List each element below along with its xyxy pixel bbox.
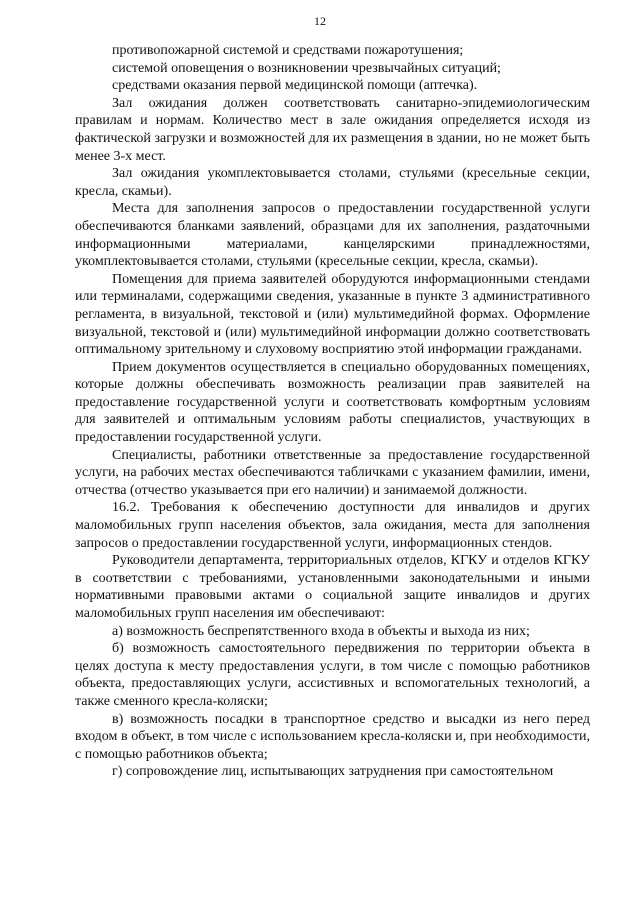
list-item-a: а) возможность беспрепятственного входа в объекты и выхода из них;: [112, 623, 530, 639]
page-number: 12: [314, 14, 326, 28]
paragraph: противопожарной системой и средствами пожаротушения;: [112, 43, 464, 58]
document-body: [75, 42, 590, 781]
paragraph: Специалисты, работники ответственные за предоставление государственной услуги, на рабочих местах обеспечиваются табличками с указанием фамилии, имени, отчества (отчество указывается при его наличии) и занимаемой должности.: [75, 447, 590, 498]
list-item-v: в) возможность посадки в транспортное средство и высадки из него перед входом в объект, в том числе с использованием кресла-коляски и, при необходимости, с помощью работников объекта;: [75, 711, 590, 762]
paragraph: Места для заполнения запросов о предоставлении государственной услуги обеспечиваются бланками заявлений, образцами для их заполнения, раздаточными информационными материалами, канцелярскими принадлежностями, укомплектовывается столами, стульями (кресельные секции, кресла, скамьи).: [75, 201, 590, 270]
paragraph: Помещения для приема заявителей оборудуются информационными стендами или терминалами, содержащими сведения, указанные в пункте 3 административного регламента, в визуальной, текстовой и (или) мультимедийной формах. Оформление визуальной, текстовой и (или) мультимедийной информации должно соответствовать оптимальному зрительному и слуховому восприятию этой информации гражданами.: [75, 271, 590, 358]
paragraph: Руководители департамента, территориальных отделов, КГКУ и отделов КГКУ в соответствии с требованиями, установленными законодательными и иными нормативными правовыми актами о социальной защите инвалидов и других маломобильных групп населения им обеспечивают:: [75, 553, 590, 621]
paragraph: Прием документов осуществляется в специально оборудованных помещениях, которые должны обеспечивать возможность реализации прав заявителей на предоставление государственной услуги и соответствовать комфортным условиям для заявителей и оптимальным условиям работы специалистов, участвующих в предоставлении государственной услуги.: [75, 359, 590, 446]
list-item-b: б) возможность самостоятельного передвижения по территории объекта в целях доступа к месту предоставления услуги, в том числе с помощью работников объекта, предоставляющих услуги, ассистивных и вспомогательных технологий, а также сменного кресла-коляски;: [75, 641, 590, 709]
paragraph: Зал ожидания укомплектовывается столами, стульями (кресельные секции, кресла, скамьи).: [75, 166, 590, 199]
list-item-g: г) сопровождение лиц, испытывающих затруднения при самостоятельном: [112, 764, 554, 780]
section-heading-16-2: 16.2. Требования к обеспечению доступности для инвалидов и других маломобильных групп населения объектов, зала ожидания, места для заполнения запросов о предоставлении государственной услуги, информационных стендов.: [75, 500, 590, 551]
paragraph: Зал ожидания должен соответствовать санитарно-эпидемиологическим правилам и нормам. Количество мест в зале ожидания определяется исходя из фактической загрузки и возможностей для их размещения в здании, но не может быть менее 3-х мест.: [75, 95, 590, 164]
paragraph: системой оповещения о возникновении чрезвычайных ситуаций;: [112, 60, 501, 76]
paragraph: средствами оказания первой медицинской помощи (аптечка).: [112, 78, 478, 94]
